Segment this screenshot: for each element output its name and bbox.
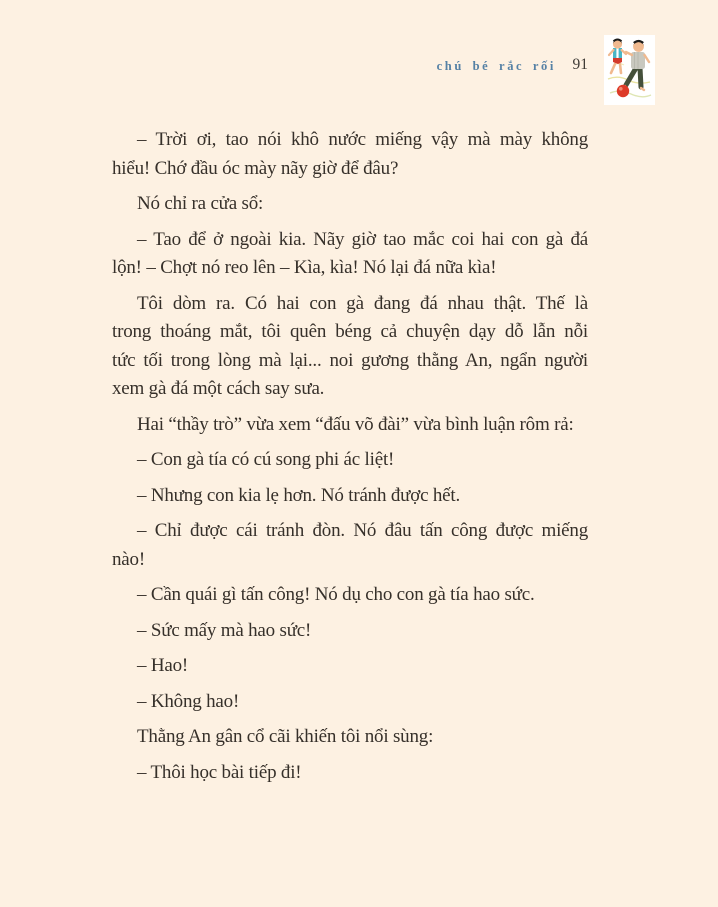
- paragraph: [112, 126, 588, 183]
- text-line: Tôi dòm ra. Có hai con gà đang đá nhau thật. Thế là: [137, 292, 588, 314]
- text-line: – Nhưng con kia lẹ hơn. Nó tránh được hết.: [137, 484, 461, 506]
- paragraph: [112, 446, 588, 475]
- paragraph: [112, 226, 588, 283]
- text-line: Hai “thầy trò” vừa xem “đấu võ đài” vừa bình luận rôm rả:: [137, 413, 574, 435]
- text-line: hiểu! Chớ đầu óc mày nãy giờ để đâu?: [112, 157, 399, 179]
- text-line: tức tối trong lòng mà lại... noi gương thằng An, ngẩn người: [112, 349, 588, 371]
- text-line: – Không hao!: [137, 690, 240, 712]
- text-line: – Trời ơi, tao nói khô nước miếng vậy mà mày không: [137, 129, 588, 150]
- paragraph: [112, 723, 588, 752]
- paragraph: [112, 290, 588, 404]
- text-line: – Tao để ở ngoài kia. Nãy giờ tao mắc coi hai con gà đá: [137, 228, 588, 250]
- paragraph: [112, 517, 588, 574]
- paragraph: [112, 759, 588, 788]
- text-line: Nó chỉ ra cửa sổ:: [137, 193, 264, 214]
- header-illustration: [604, 35, 655, 105]
- text-line: – Sức mấy mà hao sức!: [137, 619, 312, 641]
- text-line: – Chỉ được cái tránh đòn. Nó đâu tấn công được miếng: [137, 520, 588, 541]
- paragraph: [112, 482, 588, 511]
- paragraph: [112, 190, 588, 219]
- text-line: – Thôi học bài tiếp đi!: [137, 761, 302, 783]
- text-line: trong thoáng mắt, tôi quên béng cả chuyện dạy dỗ lẫn nỗi: [112, 321, 588, 342]
- paragraph: [112, 617, 588, 646]
- text-line: nào!: [112, 548, 145, 570]
- page-text: [112, 126, 588, 794]
- paragraph: [112, 411, 588, 440]
- text-line: lộn! – Chợt nó reo lên – Kìa, kìa! Nó lại đá nữa kìa!: [112, 257, 497, 278]
- paragraph: [112, 688, 588, 717]
- paragraph: [112, 652, 588, 681]
- red-ball: [617, 85, 629, 97]
- running-title: chú bé rắc rối: [436, 59, 556, 73]
- text-line: – Hao!: [137, 655, 189, 676]
- text-line: xem gà đá một cách say sưa.: [112, 378, 325, 399]
- text-line: Thằng An gân cổ cãi khiến tôi nổi sùng:: [137, 726, 434, 747]
- text-line: – Cần quái gì tấn công! Nó dụ cho con gà tía hao sức.: [137, 584, 535, 605]
- page-number: 91: [572, 56, 588, 73]
- text-line: – Con gà tía có cú song phi ác liệt!: [137, 449, 395, 470]
- paragraph: [112, 581, 588, 610]
